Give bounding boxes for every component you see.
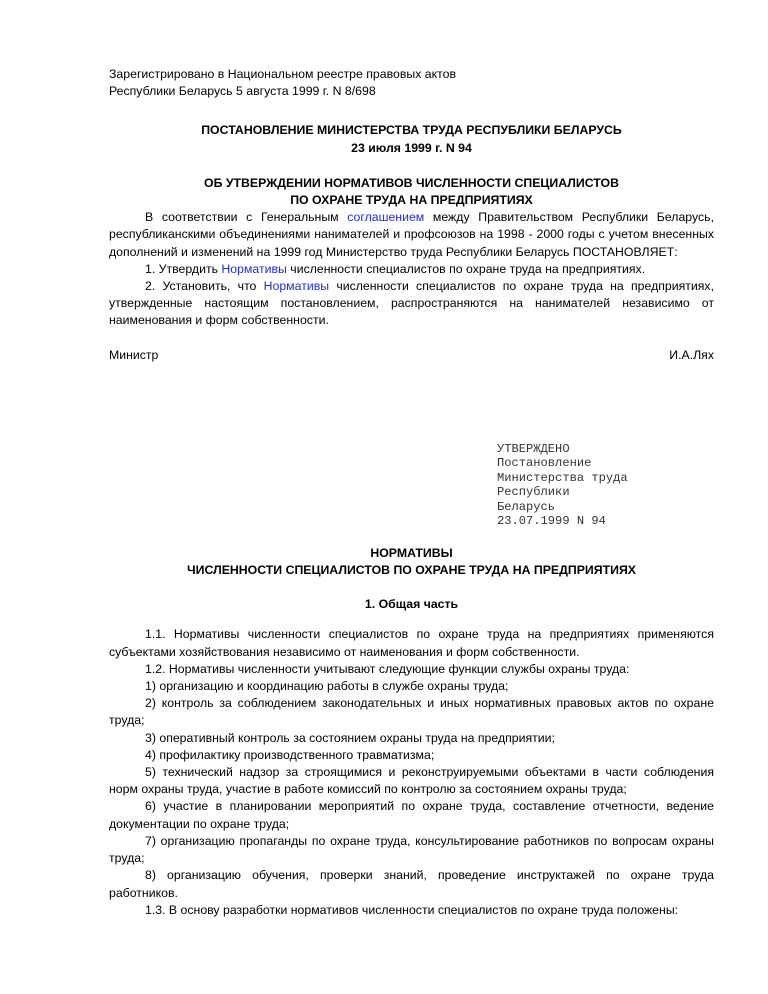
signature-name: И.А.Лях <box>669 347 714 362</box>
intro-text-start: В соответствии с Генеральным <box>145 210 348 225</box>
registration-line-1: Зарегистрировано в Национальном реестре правовых актов <box>109 67 456 81</box>
norms-paragraph: 8) организацию обучения, проверки знаний, проведение инструктажей по охране труда работников. <box>109 868 714 900</box>
norms-paragraph: 1.1. Нормативы численности специалистов по охране труда на предприятиях применяются субъектами хозяйствования независимо от наименования и форм собственности. <box>109 627 714 659</box>
norms-body <box>109 626 714 918</box>
norms-paragraph: 5) технический надзор за строящимися и реконструируемыми объектами в части соблюдения норм охраны труда, участие в работе комиссий по контролю за состоянием охраны труда; <box>109 765 714 797</box>
decree-title <box>109 122 714 156</box>
clause-2-start: 2. Установить, что <box>145 279 264 294</box>
clause-2-end: численности специалистов по охране труда на предприятиях, утвержденные настоящим постановлением, распространяются на нанимателей независимо от наименования и форм собственности. <box>109 279 714 328</box>
decree-title-line-1: ПОСТАНОВЛЕНИЕ МИНИСТЕРСТВА ТРУДА РЕСПУБЛИКИ БЕЛАРУСЬ <box>201 123 622 138</box>
approved-line: Постановление <box>497 456 592 471</box>
clause-1-end: численности специалистов по охране труда на предприятиях. <box>286 261 646 276</box>
norms-paragraph: 1) организацию и координацию работы в службе охраны труда; <box>145 679 509 694</box>
norms-paragraph: 3) оперативный контроль за состоянием охраны труда на предприятии; <box>145 730 555 745</box>
norms-paragraph: 4) профилактику производственного травматизма; <box>145 747 435 762</box>
signature-position: Министр <box>109 347 159 362</box>
norms-paragraph: 1.2. Нормативы численности учитывают следующие функции службы охраны труда: <box>145 661 630 676</box>
approved-line: 23.07.1999 N 94 <box>497 514 606 529</box>
clause-2 <box>109 278 714 330</box>
decree-subject-line-2: ПО ОХРАНЕ ТРУДА НА ПРЕДПРИЯТИЯХ <box>290 193 533 208</box>
signature-block <box>109 347 714 364</box>
norms-link-1[interactable]: Нормативы <box>221 261 287 276</box>
approved-line: Республики <box>497 485 570 500</box>
intro-paragraph <box>109 209 714 261</box>
decree-subject <box>109 175 714 209</box>
clause-1 <box>109 261 714 278</box>
registration-line-2: Республики Беларусь 5 августа 1999 г. N 8/698 <box>109 84 376 99</box>
decree-subject-line-1: ОБ УТВЕРЖДЕНИИ НОРМАТИВОВ ЧИСЛЕННОСТИ СПЕЦИАЛИСТОВ <box>204 175 619 190</box>
approved-line: Беларусь <box>497 499 556 514</box>
approved-line: УТВЕРЖДЕНО <box>497 441 570 456</box>
document-page <box>109 66 714 919</box>
norms-paragraph: 7) организацию пропаганды по охране труда, консультирование работников по вопросам охраны труда; <box>109 833 714 866</box>
norms-title <box>109 545 714 579</box>
approved-line: Министерства труда <box>497 470 628 485</box>
intro-text-end: между Правительством Республики Беларусь, республиканскими объединениями нанимателей и профсоюзов на 1998 - 2000 годы с учетом внесенных дополнений и изменений на 1999 год Министерство труда Республики Беларусь ПОСТАНОВЛЯЕТ: <box>109 210 714 259</box>
norms-title-line-2: ЧИСЛЕННОСТИ СПЕЦИАЛИСТОВ ПО ОХРАНЕ ТРУДА НА ПРЕДПРИЯТИЯХ <box>187 563 636 578</box>
section-title: 1. Общая часть <box>364 597 459 612</box>
norms-link-2[interactable]: Нормативы <box>263 279 330 294</box>
agreement-link[interactable]: соглашением <box>347 210 425 225</box>
norms-paragraph: 2) контроль за соблюдением законодательных и иных нормативных правовых актов по охране труда; <box>109 696 714 728</box>
decree-date: 23 июля 1999 г. N 94 <box>351 140 472 155</box>
clause-1-start: 1. Утвердить <box>145 261 222 276</box>
norms-title-line-1: НОРМАТИВЫ <box>370 545 453 560</box>
approved-stamp <box>497 442 714 529</box>
norms-paragraph: 1.3. В основу разработки нормативов численности специалистов по охране труда положены: <box>145 902 679 917</box>
norms-paragraph: 6) участие в планировании мероприятий по охране труда, составление отчетности, ведение документации по охране труда; <box>109 799 714 831</box>
